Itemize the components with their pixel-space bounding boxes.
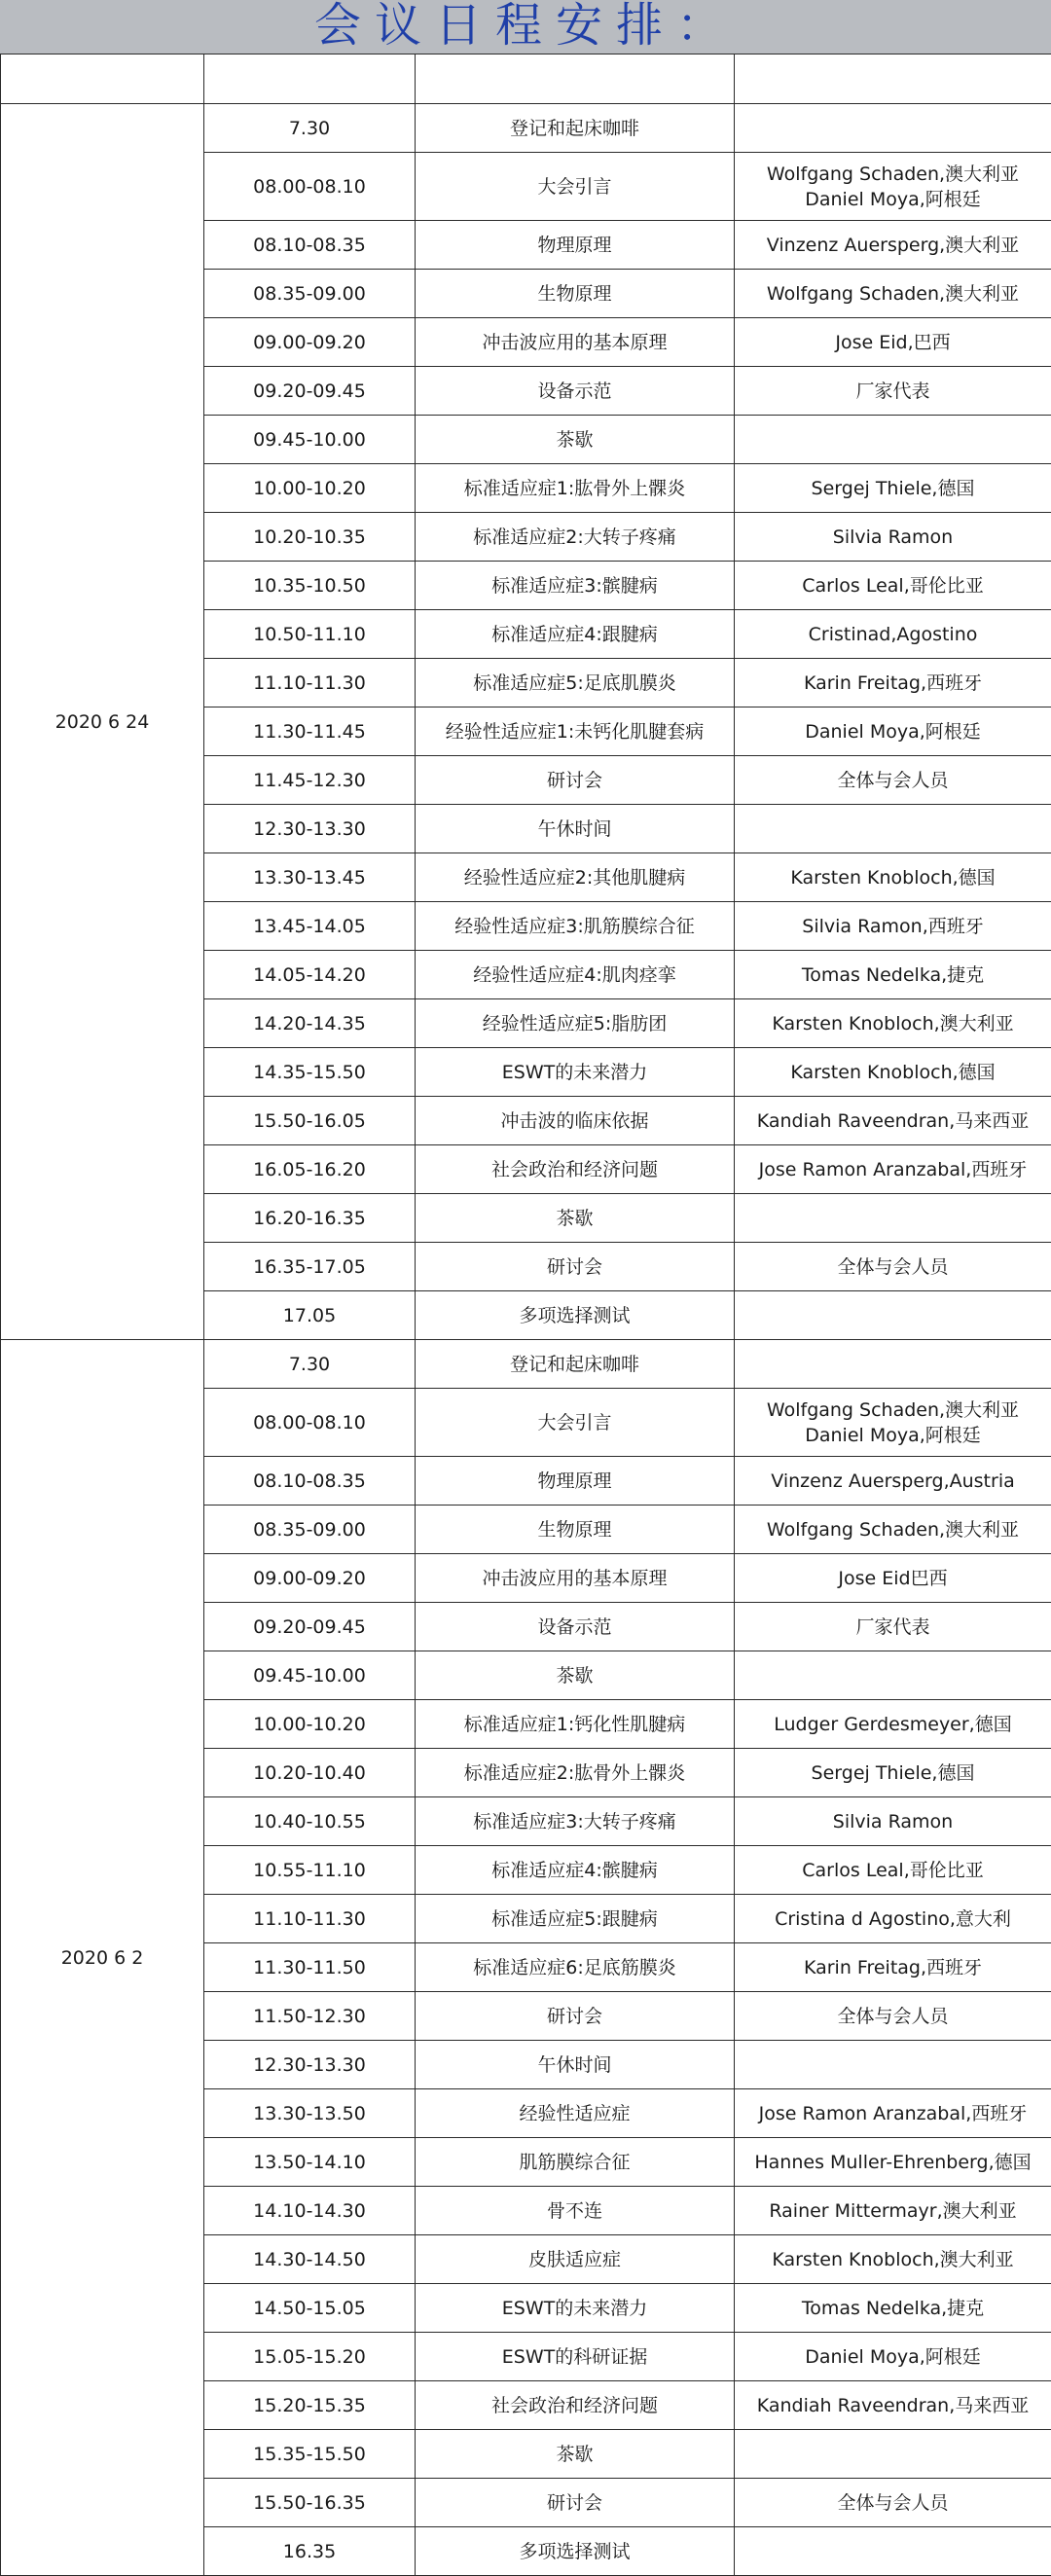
session-topic: 标准适应症1:钙化性肌腱病 <box>416 1700 735 1749</box>
session-time: 12.30-13.30 <box>204 2041 416 2089</box>
session-time: 15.20-15.35 <box>204 2381 416 2430</box>
session-speaker <box>735 104 1051 153</box>
session-topic: 设备示范 <box>416 367 735 416</box>
session-topic: 午休时间 <box>416 2041 735 2089</box>
session-speaker <box>735 2430 1051 2479</box>
header-cell <box>204 54 416 104</box>
session-speaker: Cristinad,Agostino <box>735 610 1051 659</box>
session-topic: 标准适应症3:大转子疼痛 <box>416 1797 735 1846</box>
session-speaker: Tomas Nedelka,捷克 <box>735 2284 1051 2333</box>
session-topic: 生物原理 <box>416 1506 735 1554</box>
session-speaker: Carlos Leal,哥伦比亚 <box>735 562 1051 610</box>
session-time: 11.50-12.30 <box>204 1992 416 2041</box>
session-time: 08.35-09.00 <box>204 1506 416 1554</box>
session-topic: 经验性适应症4:肌肉痉挛 <box>416 951 735 999</box>
session-speaker: Sergej Thiele,德国 <box>735 464 1051 513</box>
session-topic: 多项选择测试 <box>416 1291 735 1340</box>
session-topic: 肌筋膜综合征 <box>416 2138 735 2187</box>
session-speaker <box>735 805 1051 853</box>
session-topic: 经验性适应症 <box>416 2089 735 2138</box>
session-speaker: Jose Eid,巴西 <box>735 318 1051 367</box>
session-speaker: Jose Ramon Aranzabal,西班牙 <box>735 1145 1051 1194</box>
session-speaker: 全体与会人员 <box>735 1992 1051 2041</box>
session-speaker <box>735 1340 1051 1389</box>
page-title: 会议日程安排： <box>314 2 737 49</box>
session-speaker: Karin Freitag,西班牙 <box>735 659 1051 707</box>
session-time: 09.45-10.00 <box>204 416 416 464</box>
day-date: 2020 6 24 <box>1 104 204 1340</box>
session-topic: 经验性适应症5:脂肪团 <box>416 999 735 1048</box>
session-time: 14.05-14.20 <box>204 951 416 999</box>
session-time: 11.30-11.50 <box>204 1943 416 1992</box>
session-topic: 经验性适应症2:其他肌腱病 <box>416 853 735 902</box>
session-speaker <box>735 2527 1051 2576</box>
session-speaker: Ludger Gerdesmeyer,德国 <box>735 1700 1051 1749</box>
session-time: 13.30-13.45 <box>204 853 416 902</box>
session-topic: 茶歇 <box>416 416 735 464</box>
session-topic: 冲击波的临床依据 <box>416 1097 735 1145</box>
session-topic: 标准适应症2:肱骨外上髁炎 <box>416 1749 735 1797</box>
header-cell <box>416 54 735 104</box>
session-speaker: Karsten Knobloch,澳大利亚 <box>735 2235 1051 2284</box>
session-time: 7.30 <box>204 104 416 153</box>
session-time: 08.00-08.10 <box>204 153 416 221</box>
session-speaker: Silvia Ramon <box>735 513 1051 562</box>
session-time: 11.30-11.45 <box>204 707 416 756</box>
session-topic: 茶歇 <box>416 1194 735 1243</box>
session-time: 16.35 <box>204 2527 416 2576</box>
schedule-table <box>0 54 1051 2576</box>
header-cell <box>1 54 204 104</box>
session-topic: 标准适应症5:足底肌膜炎 <box>416 659 735 707</box>
session-time: 09.20-09.45 <box>204 1603 416 1651</box>
session-time: 14.30-14.50 <box>204 2235 416 2284</box>
session-time: 14.10-14.30 <box>204 2187 416 2235</box>
session-speaker: Rainer Mittermayr,澳大利亚 <box>735 2187 1051 2235</box>
session-time: 14.35-15.50 <box>204 1048 416 1097</box>
title-banner <box>0 0 1051 54</box>
session-topic: 经验性适应症1:未钙化肌腱套病 <box>416 707 735 756</box>
session-topic: 研讨会 <box>416 1992 735 2041</box>
session-topic: 骨不连 <box>416 2187 735 2235</box>
session-speaker: Sergej Thiele,德国 <box>735 1749 1051 1797</box>
session-speaker: Tomas Nedelka,捷克 <box>735 951 1051 999</box>
session-topic: ESWT的未来潜力 <box>416 1048 735 1097</box>
session-topic: 午休时间 <box>416 805 735 853</box>
session-speaker: Karin Freitag,西班牙 <box>735 1943 1051 1992</box>
session-topic: 冲击波应用的基本原理 <box>416 1554 735 1603</box>
session-topic: 标准适应症4:髌腱病 <box>416 1846 735 1895</box>
session-speaker: Vinzenz Auersperg,澳大利亚 <box>735 221 1051 270</box>
session-time: 15.50-16.05 <box>204 1097 416 1145</box>
session-topic: 研讨会 <box>416 2479 735 2527</box>
session-speaker: 全体与会人员 <box>735 1243 1051 1291</box>
session-speaker: Wolfgang Schaden,澳大利亚 Daniel Moya,阿根廷 <box>735 153 1051 221</box>
session-speaker: Vinzenz Auersperg,Austria <box>735 1457 1051 1506</box>
session-time: 14.50-15.05 <box>204 2284 416 2333</box>
schedule-body <box>1 54 1051 2576</box>
session-time: 15.35-15.50 <box>204 2430 416 2479</box>
schedule-row <box>1 104 1051 153</box>
session-time: 10.20-10.35 <box>204 513 416 562</box>
session-time: 13.45-14.05 <box>204 902 416 951</box>
session-time: 08.10-08.35 <box>204 1457 416 1506</box>
schedule-row <box>1 1340 1051 1389</box>
session-topic: 登记和起床咖啡 <box>416 104 735 153</box>
session-time: 11.10-11.30 <box>204 659 416 707</box>
session-topic: 皮肤适应症 <box>416 2235 735 2284</box>
session-topic: 标准适应症5:跟腱病 <box>416 1895 735 1943</box>
session-time: 13.30-13.50 <box>204 2089 416 2138</box>
header-row <box>1 54 1051 104</box>
header-cell <box>735 54 1051 104</box>
session-speaker: Karsten Knobloch,澳大利亚 <box>735 999 1051 1048</box>
session-speaker: 厂家代表 <box>735 367 1051 416</box>
session-speaker: Karsten Knobloch,德国 <box>735 853 1051 902</box>
session-speaker: Carlos Leal,哥伦比亚 <box>735 1846 1051 1895</box>
session-topic: 生物原理 <box>416 270 735 318</box>
day-date: 2020 6 2 <box>1 1340 204 2576</box>
session-time: 08.35-09.00 <box>204 270 416 318</box>
session-topic: 多项选择测试 <box>416 2527 735 2576</box>
session-time: 09.45-10.00 <box>204 1651 416 1700</box>
session-speaker: Silvia Ramon <box>735 1797 1051 1846</box>
session-time: 08.10-08.35 <box>204 221 416 270</box>
session-time: 11.45-12.30 <box>204 756 416 805</box>
session-speaker: Jose Ramon Aranzabal,西班牙 <box>735 2089 1051 2138</box>
session-time: 16.05-16.20 <box>204 1145 416 1194</box>
session-topic: 茶歇 <box>416 1651 735 1700</box>
session-topic: 标准适应症3:髌腱病 <box>416 562 735 610</box>
session-topic: 经验性适应症3:肌筋膜综合征 <box>416 902 735 951</box>
session-time: 10.20-10.40 <box>204 1749 416 1797</box>
session-speaker <box>735 1291 1051 1340</box>
session-time: 15.05-15.20 <box>204 2333 416 2381</box>
session-topic: 物理原理 <box>416 1457 735 1506</box>
session-topic: 冲击波应用的基本原理 <box>416 318 735 367</box>
session-speaker: Kandiah Raveendran,马来西亚 <box>735 1097 1051 1145</box>
session-topic: ESWT的未来潜力 <box>416 2284 735 2333</box>
session-topic: 标准适应症4:跟腱病 <box>416 610 735 659</box>
session-time: 10.00-10.20 <box>204 464 416 513</box>
session-topic: 社会政治和经济问题 <box>416 2381 735 2430</box>
session-time: 11.10-11.30 <box>204 1895 416 1943</box>
session-speaker <box>735 416 1051 464</box>
session-topic: 登记和起床咖啡 <box>416 1340 735 1389</box>
session-topic: 标准适应症1:肱骨外上髁炎 <box>416 464 735 513</box>
session-time: 7.30 <box>204 1340 416 1389</box>
session-speaker: Wolfgang Schaden,澳大利亚 <box>735 270 1051 318</box>
session-time: 13.50-14.10 <box>204 2138 416 2187</box>
session-topic: 标准适应症2:大转子疼痛 <box>416 513 735 562</box>
session-topic: 大会引言 <box>416 1389 735 1457</box>
session-time: 14.20-14.35 <box>204 999 416 1048</box>
session-time: 15.50-16.35 <box>204 2479 416 2527</box>
session-time: 17.05 <box>204 1291 416 1340</box>
session-speaker: Daniel Moya,阿根廷 <box>735 707 1051 756</box>
session-speaker: Karsten Knobloch,德国 <box>735 1048 1051 1097</box>
session-topic: 物理原理 <box>416 221 735 270</box>
session-time: 10.55-11.10 <box>204 1846 416 1895</box>
session-time: 10.50-11.10 <box>204 610 416 659</box>
session-time: 10.40-10.55 <box>204 1797 416 1846</box>
session-topic: 设备示范 <box>416 1603 735 1651</box>
session-time: 09.20-09.45 <box>204 367 416 416</box>
session-time: 16.35-17.05 <box>204 1243 416 1291</box>
session-topic: ESWT的科研证据 <box>416 2333 735 2381</box>
session-topic: 研讨会 <box>416 1243 735 1291</box>
session-topic: 社会政治和经济问题 <box>416 1145 735 1194</box>
session-time: 16.20-16.35 <box>204 1194 416 1243</box>
session-speaker: Cristina d Agostino,意大利 <box>735 1895 1051 1943</box>
session-speaker: Hannes Muller-Ehrenberg,德国 <box>735 2138 1051 2187</box>
session-speaker <box>735 2041 1051 2089</box>
session-time: 10.00-10.20 <box>204 1700 416 1749</box>
session-speaker: Daniel Moya,阿根廷 <box>735 2333 1051 2381</box>
session-speaker: 全体与会人员 <box>735 756 1051 805</box>
session-speaker: Wolfgang Schaden,澳大利亚 <box>735 1506 1051 1554</box>
session-time: 08.00-08.10 <box>204 1389 416 1457</box>
session-topic: 标准适应症6:足底筋膜炎 <box>416 1943 735 1992</box>
session-speaker: Wolfgang Schaden,澳大利亚 Daniel Moya,阿根廷 <box>735 1389 1051 1457</box>
session-speaker: Kandiah Raveendran,马来西亚 <box>735 2381 1051 2430</box>
session-time: 09.00-09.20 <box>204 318 416 367</box>
session-speaker: 厂家代表 <box>735 1603 1051 1651</box>
session-speaker: Jose Eid巴西 <box>735 1554 1051 1603</box>
session-time: 10.35-10.50 <box>204 562 416 610</box>
session-topic: 研讨会 <box>416 756 735 805</box>
session-speaker <box>735 1194 1051 1243</box>
session-time: 09.00-09.20 <box>204 1554 416 1603</box>
session-speaker: 全体与会人员 <box>735 2479 1051 2527</box>
session-speaker <box>735 1651 1051 1700</box>
session-speaker: Silvia Ramon,西班牙 <box>735 902 1051 951</box>
session-topic: 大会引言 <box>416 153 735 221</box>
session-topic: 茶歇 <box>416 2430 735 2479</box>
session-time: 12.30-13.30 <box>204 805 416 853</box>
